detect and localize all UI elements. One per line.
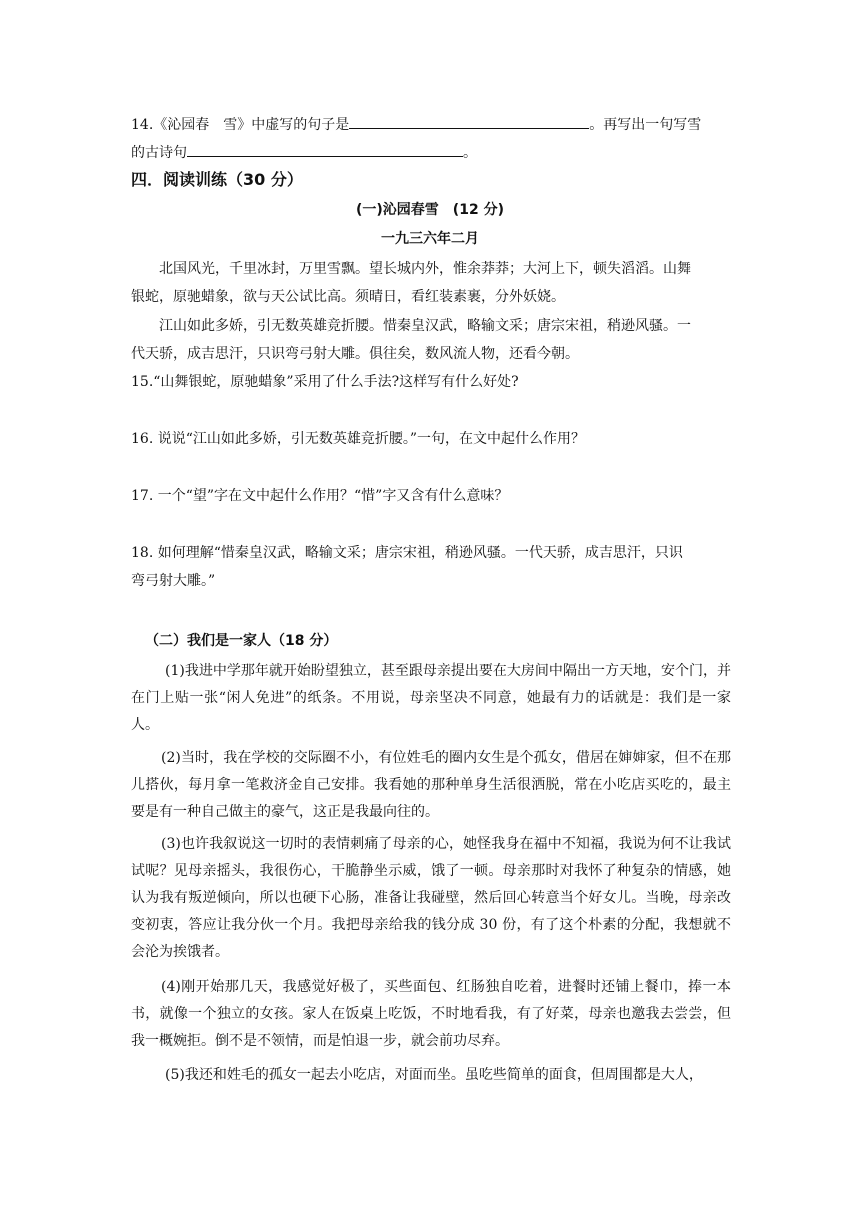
reading-1-date: 一九三六年二月 [381,231,479,247]
poem-para-2-line1: 江山如此多娇，引无数英雄竞折腰。惜秦皇汉武，略输文采；唐宗宋祖，稍逊风骚。一 [159,318,691,334]
question-14-text-cont: 。再写出一句写雪 [589,117,702,133]
question-14-text: 14.《沁园春 雪》中虚写的句子是 [131,117,350,133]
question-16: 16. 说说“江山如此多娇，引无数英雄竞折腰。”一句，在文中起什么作用？ [131,431,586,447]
poem-para-1-line2: 银蛇，原驰蜡象，欲与天公试比高。须晴日，看红装素裹，分外妖娆。 [131,289,565,305]
reading-2-title: （二）我们是一家人（18 分） [145,633,338,649]
question-14-period: 。 [463,145,477,161]
story-paragraph-4: (4)刚开始那几天，我感觉好极了，买些面包、红肠独自吃着，进餐时还铺上餐巾，捧一本书，就像一个独立的女孩。家人在饭桌上吃饭，不时地看我，有了好菜，母亲也邀我去尝尝，但我一概婉拒。倒不是不领情，而是怕退一步，就会前功尽弃。 [131,979,731,1049]
story-paragraph-2: (2)当时，我在学校的交际圈不小，有位姓毛的圈内女生是个孤女，借居在婶婶家，但不在那儿搭伙，每月拿一笔救济金自己安排。我看她的那种单身生活很洒脱，常在小吃店买吃的，最主要是有一种自己做主的豪气，这正是我最向往的。 [131,750,731,820]
question-15: 15.“山舞银蛇，原驰蜡象”采用了什么手法?这样写有什么好处? [131,374,519,390]
poem-para-1-line1: 北国风光，千里冰封，万里雪飘。望长城内外，惟余莽莽；大河上下，顿失滔滔。山舞 [159,261,691,277]
question-18-line1: 18. 如何理解“惜秦皇汉武，略输文采；唐宗宋祖，稍逊风骚。一代天骄，成吉思汗，只识 [131,545,683,561]
reading-1-title: (一)沁园春雪 (12 分) [356,202,504,218]
answer-blank-1[interactable] [349,114,589,129]
question-18-line2: 弯弓射大雕。” [131,573,216,589]
section-4-heading: 四．阅读训练（30 分） [131,170,303,189]
question-14-line1 [131,114,701,135]
question-14-line2 [131,142,477,163]
story-paragraph-5: (5)我还和姓毛的孤女一起去小吃店，对面而坐。虽吃些简单的面食，但周围都是大人， [165,1067,703,1083]
poem-para-2-line2: 代天骄，成吉思汗，只识弯弓射大雕。俱往矣，数风流人物，还看今朝。 [131,346,579,362]
story-paragraph-1: (1)我进中学那年就开始盼望独立，甚至跟母亲提出要在大房间中隔出一方天地，安个门，并在门上贴一张“闲人免进”的纸条。不用说，母亲坚决不同意，她最有力的话就是：我们是一家人。 [131,663,731,733]
story-paragraph-3: (3)也许我叙说这一切时的表情刺痛了母亲的心，她怪我身在福中不知福，我说为何不让我试试呢？见母亲摇头，我很伤心，干脆静坐示威，饿了一顿。母亲那时对我怀了种复杂的情感，她认为我有叛逆倾向，所以也硬下心肠，准备让我碰壁，然后回心转意当个好女儿。当晚，母亲改变初衷，答应让我分伙一个月。我把母亲给我的钱分成 30 份，有了这个朴素的分配，我想就不会沦为挨饿者。 [131,836,731,960]
answer-blank-2[interactable] [187,142,463,157]
question-14-text-2: 的古诗句 [131,145,187,161]
question-17: 17. 一个“望”字在文中起什么作用？“惜”字又含有什么意味？ [131,488,509,504]
